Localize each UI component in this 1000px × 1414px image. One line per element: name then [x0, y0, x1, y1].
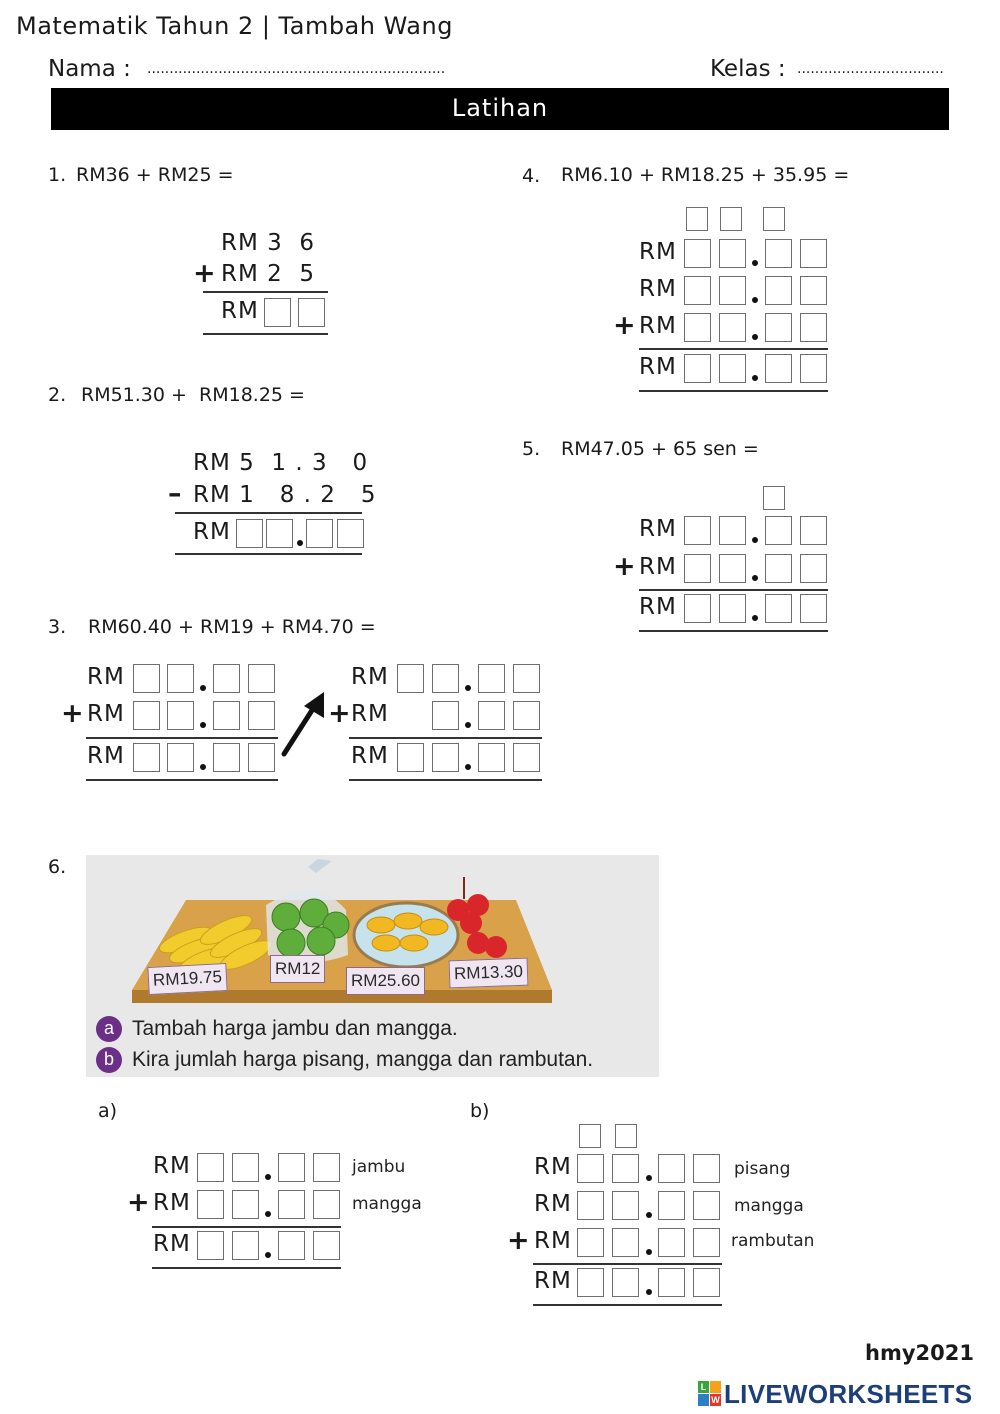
task-b-text: Kira jumlah harga pisang, mangga dan rambutan. — [132, 1048, 594, 1071]
q3b-prefix: RM — [351, 743, 389, 769]
q3b-plus: + — [328, 698, 351, 729]
q4-carry-box[interactable] — [720, 207, 742, 231]
part-b-box[interactable] — [612, 1228, 639, 1257]
class-label: Kelas : — [710, 56, 786, 82]
q6-number: 6. — [48, 856, 67, 878]
q4-box[interactable] — [800, 313, 827, 342]
q1-number: 1. — [48, 164, 67, 186]
q4-carry-box[interactable] — [763, 207, 785, 231]
q3-number: 3. — [48, 616, 67, 638]
decimal-point — [200, 764, 206, 770]
label-rambutan: rambutan — [731, 1231, 815, 1251]
label-mangga: mangga — [734, 1196, 804, 1216]
q2-number: 2. — [48, 384, 67, 406]
q2-answer-prefix: RM — [193, 519, 231, 545]
q3b-line-bottom — [349, 779, 542, 781]
worksheet-title: Matematik Tahun 2 | Tambah Wang — [16, 12, 453, 40]
q5-plus: + — [613, 551, 636, 582]
q1-line-bottom — [203, 333, 328, 335]
q3b-box[interactable] — [478, 664, 505, 693]
part-b-box[interactable] — [693, 1191, 720, 1220]
q3a-prefix: RM — [87, 743, 125, 769]
part-b-prefix: RM — [534, 1191, 572, 1217]
part-a-box[interactable] — [313, 1190, 340, 1219]
q3b-answer-box[interactable] — [478, 743, 505, 772]
q4-line-bottom — [639, 390, 828, 392]
decimal-point — [465, 685, 471, 691]
q5-text: RM47.05 + 65 sen = — [561, 438, 759, 460]
part-b-box[interactable] — [612, 1154, 639, 1183]
q3b-box[interactable] — [397, 664, 424, 693]
class-field[interactable]: ................................. — [797, 61, 944, 77]
part-b-answer-box[interactable] — [693, 1268, 720, 1297]
q3b-answer-box[interactable] — [397, 743, 424, 772]
q5-box[interactable] — [719, 554, 746, 583]
q3b-line-top — [349, 737, 542, 739]
author-credit: hmy2021 — [865, 1341, 974, 1365]
q1-text: RM36 + RM25 = — [76, 164, 234, 186]
q4-box[interactable] — [684, 276, 711, 305]
decimal-point — [200, 685, 206, 691]
q5-answer-box[interactable] — [800, 594, 827, 623]
q2-row1: RM 5 1 . 3 0 — [193, 450, 369, 476]
part-a-box[interactable] — [197, 1153, 224, 1182]
decimal-point — [465, 722, 471, 728]
part-a-line-top — [152, 1226, 341, 1228]
q3b-prefix: RM — [351, 664, 389, 690]
price-tag: RM19.75 — [147, 963, 227, 995]
q5-number: 5. — [522, 438, 541, 460]
q3a-prefix: RM — [87, 701, 125, 727]
q4-box[interactable] — [765, 276, 792, 305]
part-a-answer-box[interactable] — [313, 1231, 340, 1260]
q1-answer-prefix: RM — [221, 298, 259, 324]
q3a-answer-box[interactable] — [133, 743, 160, 772]
q1-plus: + — [193, 258, 216, 289]
part-b-box[interactable] — [658, 1154, 685, 1183]
q4-text: RM6.10 + RM18.25 + 35.95 = — [561, 164, 850, 186]
part-a-box[interactable] — [197, 1190, 224, 1219]
banner — [51, 88, 949, 130]
q3a-answer-box[interactable] — [213, 743, 240, 772]
q5-prefix: RM — [639, 594, 677, 620]
q3b-answer-box[interactable] — [432, 743, 459, 772]
part-a-answer-box[interactable] — [197, 1231, 224, 1260]
q1-answer-box[interactable] — [298, 298, 325, 327]
q3b-box[interactable] — [432, 701, 459, 730]
logo-letter: W — [711, 1395, 720, 1405]
part-a-prefix: RM — [153, 1153, 191, 1179]
q4-line-top — [639, 348, 828, 350]
liveworksheets-logo-icon — [698, 1381, 721, 1407]
part-b-box[interactable] — [577, 1228, 604, 1257]
task-a-badge: a — [96, 1016, 122, 1042]
part-a-box[interactable] — [232, 1190, 259, 1219]
q3b-box[interactable] — [513, 701, 540, 730]
q4-prefix: RM — [639, 354, 677, 380]
q5-box[interactable] — [800, 554, 827, 583]
q1-row1: RM 3 6 — [221, 230, 316, 256]
decimal-point — [646, 1249, 652, 1255]
q4-box[interactable] — [684, 313, 711, 342]
q5-answer-box[interactable] — [765, 594, 792, 623]
q4-box[interactable] — [765, 239, 792, 268]
part-a-box[interactable] — [278, 1190, 305, 1219]
q3a-box[interactable] — [213, 664, 240, 693]
part-a-label: a) — [98, 1100, 118, 1122]
q1-line-top — [203, 291, 328, 293]
q4-box[interactable] — [765, 313, 792, 342]
part-b-box[interactable] — [658, 1228, 685, 1257]
q4-box[interactable] — [800, 239, 827, 268]
decimal-point — [200, 722, 206, 728]
part-b-prefix: RM — [534, 1268, 572, 1294]
decimal-point — [752, 575, 758, 581]
decimal-point — [265, 1211, 271, 1217]
q5-answer-box[interactable] — [684, 594, 711, 623]
part-b-carry-box[interactable] — [579, 1124, 601, 1148]
decimal-point — [646, 1289, 652, 1295]
q3b-answer-box[interactable] — [513, 743, 540, 772]
q4-box[interactable] — [719, 239, 746, 268]
q3a-box[interactable] — [167, 664, 194, 693]
q4-box[interactable] — [719, 313, 746, 342]
part-b-line-top — [533, 1263, 722, 1265]
q4-box[interactable] — [800, 276, 827, 305]
q3a-box[interactable] — [248, 701, 275, 730]
q5-prefix: RM — [639, 516, 677, 542]
part-b-answer-box[interactable] — [577, 1268, 604, 1297]
decimal-point — [265, 1174, 271, 1180]
q5-box[interactable] — [684, 516, 711, 545]
price-tag: RM13.30 — [449, 958, 529, 989]
q5-line-top — [639, 589, 828, 591]
part-b-box[interactable] — [693, 1154, 720, 1183]
part-a-line-bottom — [152, 1267, 341, 1269]
q5-box[interactable] — [684, 554, 711, 583]
banner-title: Latihan — [451, 94, 549, 122]
part-b-prefix: RM — [534, 1154, 572, 1180]
label-mangga: mangga — [352, 1194, 422, 1214]
q5-box[interactable] — [719, 516, 746, 545]
part-a-answer-box[interactable] — [232, 1231, 259, 1260]
fruit-picture — [86, 855, 659, 1077]
part-a-box[interactable] — [278, 1153, 305, 1182]
q3b-prefix: RM — [351, 701, 389, 727]
q4-prefix: RM — [639, 313, 677, 339]
q4-box[interactable] — [684, 239, 711, 268]
part-b-plus: + — [507, 1225, 530, 1256]
q3a-answer-box[interactable] — [248, 743, 275, 772]
decimal-point — [465, 764, 471, 770]
q5-box[interactable] — [800, 516, 827, 545]
decimal-point — [297, 540, 303, 546]
q2-line-top — [175, 512, 362, 514]
q3a-plus: + — [61, 698, 84, 729]
logo-square — [698, 1394, 709, 1406]
part-b-box[interactable] — [612, 1191, 639, 1220]
q4-prefix: RM — [639, 276, 677, 302]
q3-text: RM60.40 + RM19 + RM4.70 = — [88, 616, 376, 638]
decimal-point — [646, 1212, 652, 1218]
q3a-box[interactable] — [248, 664, 275, 693]
part-b-line-bottom — [533, 1304, 722, 1306]
q3a-box[interactable] — [133, 664, 160, 693]
price-tag: RM25.60 — [346, 967, 425, 995]
part-b-label: b) — [470, 1100, 490, 1122]
label-pisang: pisang — [734, 1159, 791, 1179]
q3a-box[interactable] — [213, 701, 240, 730]
q1-answer-box[interactable] — [264, 298, 291, 327]
q5-answer-box[interactable] — [719, 594, 746, 623]
q2-line-bottom — [175, 553, 362, 555]
q5-box[interactable] — [765, 554, 792, 583]
q2-answer-box[interactable] — [266, 519, 293, 548]
decimal-point — [752, 375, 758, 381]
liveworksheets-brand: LIVEWORKSHEETS — [724, 1379, 973, 1409]
name-label: Nama : — [48, 56, 131, 82]
decimal-point — [752, 537, 758, 543]
q4-box[interactable] — [719, 276, 746, 305]
q3a-line-bottom — [86, 779, 278, 781]
q3b-box[interactable] — [478, 701, 505, 730]
arrow-icon — [276, 688, 332, 760]
q3b-box[interactable] — [432, 664, 459, 693]
decimal-point — [646, 1175, 652, 1181]
q2-answer-box[interactable] — [306, 519, 333, 548]
q2-answer-box[interactable] — [236, 519, 263, 548]
label-jambu: jambu — [352, 1157, 406, 1177]
price-tag: RM12 — [270, 955, 325, 983]
logo-square — [710, 1381, 721, 1393]
part-b-carry-box[interactable] — [615, 1124, 637, 1148]
q1-row2: RM 2 5 — [221, 261, 316, 287]
q3a-box[interactable] — [167, 701, 194, 730]
q2-minus: – — [168, 478, 182, 509]
part-a-answer-box[interactable] — [278, 1231, 305, 1260]
part-a-plus: + — [127, 1187, 150, 1218]
q4-answer-box[interactable] — [684, 354, 711, 383]
part-b-box[interactable] — [693, 1228, 720, 1257]
q4-prefix: RM — [639, 239, 677, 265]
q2-row2: RM 1 8 . 2 5 — [193, 482, 377, 508]
part-b-answer-box[interactable] — [612, 1268, 639, 1297]
q5-carry-box[interactable] — [763, 486, 785, 510]
q4-number: 4. — [522, 165, 541, 187]
decimal-point — [752, 334, 758, 340]
part-b-prefix: RM — [534, 1228, 572, 1254]
q3a-answer-box[interactable] — [167, 743, 194, 772]
q2-answer-box[interactable] — [337, 519, 364, 548]
q4-answer-box[interactable] — [719, 354, 746, 383]
part-b-box[interactable] — [577, 1154, 604, 1183]
part-a-prefix: RM — [153, 1231, 191, 1257]
part-b-box[interactable] — [577, 1191, 604, 1220]
q4-plus: + — [613, 310, 636, 341]
q4-answer-box[interactable] — [765, 354, 792, 383]
part-a-box[interactable] — [232, 1153, 259, 1182]
part-a-prefix: RM — [153, 1190, 191, 1216]
q5-line-bottom — [639, 630, 828, 632]
task-b-badge: b — [96, 1047, 122, 1073]
q3a-box[interactable] — [133, 701, 160, 730]
part-b-answer-box[interactable] — [658, 1268, 685, 1297]
q3a-prefix: RM — [87, 664, 125, 690]
q3b-box[interactable] — [513, 664, 540, 693]
decimal-point — [752, 297, 758, 303]
q2-text: RM51.30 + RM18.25 = — [81, 384, 305, 406]
q4-answer-box[interactable] — [800, 354, 827, 383]
name-field[interactable]: ................................................................... — [147, 61, 446, 77]
part-b-box[interactable] — [658, 1191, 685, 1220]
q5-prefix: RM — [639, 554, 677, 580]
decimal-point — [265, 1252, 271, 1258]
decimal-point — [752, 615, 758, 621]
task-a-text: Tambah harga jambu dan mangga. — [132, 1017, 458, 1040]
part-a-box[interactable] — [313, 1153, 340, 1182]
q3a-line-top — [86, 737, 278, 739]
q4-carry-box[interactable] — [686, 207, 708, 231]
q5-box[interactable] — [765, 516, 792, 545]
decimal-point — [752, 260, 758, 266]
logo-letter: L — [698, 1381, 709, 1393]
